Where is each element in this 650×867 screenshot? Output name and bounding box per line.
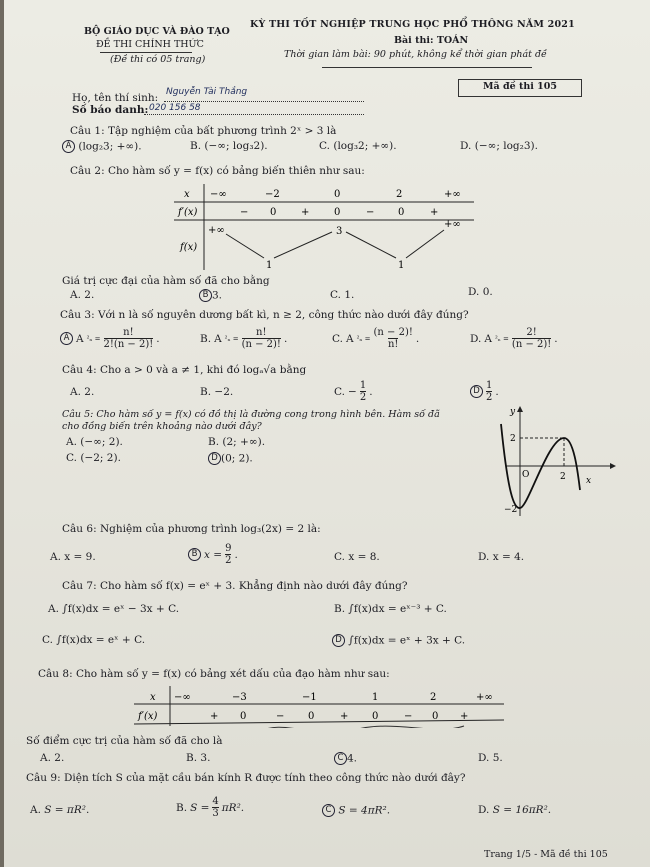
q9-option-b[interactable] [176,796,244,819]
q8-option-b[interactable] [186,752,210,764]
q2-x3: 2 [396,189,403,200]
q8-s6: − [404,711,413,722]
id-dots [144,114,364,116]
q8-a-label: A. [40,752,51,764]
duration: Thời gian làm bài: 90 phút, không kể thời gian phát đề [284,49,547,60]
q1-option-c[interactable] [319,140,397,152]
q2-f4: +∞ [444,219,461,230]
answer-mark-a: A [60,332,73,345]
q2-x1: −2 [265,189,280,200]
q3-option-c[interactable]: C. A ²ₙ = $\frac{(n - 2)!}{n!}$ . [332,327,420,350]
q2-f3: 1 [398,260,405,270]
q4-stem: Câu 4: Cho a > 0 và a ≠ 1, khi đó logₐ√a bằng [62,364,307,376]
q8-stem: Câu 8: Cho hàm số y = f(x) có bảng xét dấu của đạo hàm như sau: [38,668,390,680]
q8-x-label: x [150,692,156,703]
q8-s8: + [460,711,469,722]
q7-a-text: ∫f(x)dx = eˣ − 3x + C. [62,603,180,615]
q3-a-den: 2!(n − 2)! [103,339,154,350]
q6-option-c[interactable] [334,551,380,563]
q2-a-label: A. [70,289,81,301]
q8-x4: 2 [430,692,437,703]
q5-a-label: A. [66,436,77,448]
q5-y-label: y [510,407,516,417]
answer-mark-d: D [332,634,345,647]
q6-a-text: x = 9. [64,551,96,563]
q9-option-d[interactable] [478,804,551,816]
q3-c-den: n! [387,339,399,350]
q5-stem-1: Câu 5: Cho hàm số y = f(x) có đồ thị là đường cong trong hình bên. Hàm số đã [62,409,440,420]
pages-note: (Đề thi có 05 trang) [110,54,206,65]
q3-d-lhs: A [484,332,492,345]
answer-mark-d: D [470,385,483,398]
q4-option-d[interactable]: D $\frac{1}{2}$ . [470,380,499,403]
q9-b-den: 3 [212,808,219,819]
q7-stem: Câu 7: Cho hàm số f(x) = eˣ + 3. Khẳng định nào dưới đây đúng? [62,580,408,592]
q2-d-text: 0. [482,286,493,298]
q8-d-label: D. [478,752,490,764]
answer-mark-b: B [199,289,212,302]
official-label: ĐỀ THI CHÍNH THỨC [96,39,204,50]
q8-s2: − [276,711,285,722]
q1-b-label: B. [190,140,202,152]
q5-b-text: (2; +∞). [222,436,266,448]
q4-c-sign: − [348,385,357,398]
subject: Bài thi: TOÁN [394,35,469,46]
q2-option-b[interactable] [199,289,222,302]
q2-fp-label: f′(x) [178,207,198,218]
q4-d-num: 1 [486,380,493,391]
q8-sign-table [134,686,514,728]
id-value[interactable]: 020 156 58 [149,103,201,113]
q2-arrow-up-2 [406,230,444,258]
q3-c-lhs: A [346,332,354,345]
q9-b-num: 4 [212,796,219,807]
q4-c-label: C. [334,385,345,398]
q1-d-text: (−∞; log₂3). [474,140,538,152]
q8-s0: + [210,711,219,722]
q8-b-text: 3. [200,752,211,764]
q8-b-label: B. [186,752,198,764]
q2-option-a[interactable] [70,289,94,301]
q2-s1: 0 [270,207,277,218]
q5-tick-x2: 2 [560,472,566,482]
q7-b-text: ∫f(x)dx = eˣ⁻³ + C. [348,603,447,615]
q2-option-d[interactable] [468,286,493,298]
q8-d-text: 5. [492,752,503,764]
q7-option-a[interactable] [48,603,179,615]
answer-mark-c: C [334,752,347,765]
q3-c-num: (n − 2)! [373,327,413,338]
q5-x-arrow [610,463,616,469]
q8-option-a[interactable] [40,752,64,764]
q2-x2: 0 [334,189,341,200]
q2-a-text: 2. [84,289,95,301]
q3-d-num: 2! [526,327,537,338]
q5-d-text: (0; 2). [221,452,253,465]
q6-c-label: C. [334,551,345,563]
name-value[interactable]: Nguyễn Tài Thắng [166,87,248,97]
q7-option-b[interactable] [334,603,447,615]
q8-s3: 0 [308,711,315,722]
q6-c-text: x = 8. [348,551,380,563]
q8-pencil-mark [254,726,464,728]
answer-mark-b: B [188,548,201,561]
id-label: Số báo danh: [72,104,149,116]
q1-c-label: C. [319,140,330,152]
q7-a-label: A. [48,603,59,615]
q8-question: Số điểm cực trị của hàm số đã cho là [26,735,223,747]
q2-variation-table [174,184,474,270]
q9-stem: Câu 9: Diện tích S của mặt cầu bán kính R được tính theo công thức nào dưới đây? [26,772,466,784]
q3-b-lhs: A [214,332,222,345]
q1-stem: Câu 1: Tập nghiệm của bất phương trình 2ˣ > 3 là [70,125,337,137]
q3-a-num: n! [123,327,134,338]
q9-c-text: S = 4πR². [338,804,391,817]
q2-c-label: C. [330,289,341,301]
q8-option-d[interactable] [478,752,503,764]
q5-option-b[interactable] [208,436,265,448]
title-rule [322,67,532,68]
q2-arrow-up-1 [274,232,332,258]
exam-title: KỲ THI TỐT NGHIỆP TRUNG HỌC PHỔ THÔNG NĂM 2021 [250,19,575,30]
q3-option-b[interactable]: B. A ²ₙ = $\frac{n!}{(n - 2)!}$ . [200,327,288,350]
q5-c-label: C. [66,452,77,464]
q8-x2: −1 [302,692,317,703]
q2-d-label: D. [468,286,480,298]
q3-d-label: D. [470,332,482,345]
q7-d-text: ∫f(x)dx = eˣ + 3x + C. [348,634,466,647]
code-box [458,79,582,97]
q1-c-text: (log₃2; +∞). [333,140,397,152]
q3-c-label: C. [332,332,343,345]
q5-y-arrow [517,406,523,412]
q4-option-b[interactable] [200,386,233,398]
q5-option-d[interactable] [208,452,253,465]
q2-s5: 0 [398,207,405,218]
q2-stem: Câu 2: Cho hàm số y = f(x) có bảng biến thiên như sau: [70,165,365,177]
q2-s6: + [430,207,439,218]
q6-stem: Câu 6: Nghiệm của phương trình log₃(2x) = 2 là: [62,523,321,535]
page-footer: Trang 1/5 - Mã đề thi 105 [484,849,608,860]
q7-c-text: ∫f(x)dx = eˣ + C. [56,634,146,646]
q1-option-a[interactable] [62,140,142,153]
q7-option-c[interactable] [42,634,145,646]
q3-b-num: n! [256,327,267,338]
q4-b-label: B. [200,386,212,398]
q1-option-d[interactable] [460,140,538,152]
q8-x5: +∞ [476,692,493,703]
q8-a-text: 2. [54,752,65,764]
q1-d-label: D. [460,140,472,152]
q5-tick-y2: 2 [510,434,516,444]
name-label: Họ, tên thí sinh: [72,92,159,104]
q6-option-b[interactable]: B x = $\frac{9}{2}$ . [188,543,238,566]
q5-b-label: B. [208,436,220,448]
q7-b-label: B. [334,603,346,615]
q5-option-a[interactable] [66,436,123,448]
q8-option-c[interactable] [334,752,357,765]
q8-fp-label: f′(x) [138,711,158,722]
q8-x3: 1 [372,692,379,703]
q9-d-label: D. [478,804,490,816]
q2-s4: − [366,207,375,218]
q9-a-label: A. [30,804,41,816]
q6-b-num: 9 [225,543,232,554]
q9-a-text: S = πR². [44,804,90,816]
q9-option-a[interactable] [30,804,89,816]
q2-x0: −∞ [210,189,227,200]
q2-f2: 3 [336,226,343,237]
q3-b-den: (n − 2)! [241,339,281,350]
q4-d-den: 2 [486,392,493,403]
q8-x1: −3 [232,692,247,703]
q6-a-label: A. [50,551,61,563]
q2-arrow-down-1 [226,234,264,258]
q9-option-c[interactable] [322,804,390,817]
answer-mark-d: D [208,452,221,465]
q5-option-c[interactable] [66,452,121,464]
q8-s5: 0 [372,711,379,722]
q2-s0: − [240,207,249,218]
q4-option-c[interactable]: C. − $\frac{1}{2}$ . [334,380,373,403]
q4-a-label: A. [70,386,81,398]
q8-s4: + [340,711,349,722]
q7-c-label: C. [42,634,53,646]
q2-f1: 1 [266,260,273,270]
q5-graph [498,404,616,522]
q4-c-den: 2 [359,392,367,403]
q5-origin: O [522,470,530,480]
q6-option-a[interactable] [50,551,96,563]
q9-b-pre: S = [190,801,210,814]
q2-c-text: 1. [344,289,355,301]
q2-b-text: 3. [212,289,223,302]
q3-option-a[interactable]: A A ²ₙ = $\frac{n!}{2!(n - 2)!}$ . [60,327,160,350]
q8-s1: 0 [240,711,247,722]
q5-stem-2: cho đồng biến trên khoảng nào dưới đây? [62,421,262,432]
q9-b-label: B. [176,801,188,814]
q2-f-label: f(x) [180,242,198,253]
q8-x0: −∞ [174,692,191,703]
ministry-name: BỘ GIÁO DỤC VÀ ĐÀO TẠO [84,26,230,37]
q9-b-post: πR². [221,801,245,814]
q5-x-label: x [586,476,592,486]
q2-arrow-down-2 [346,232,396,258]
q2-f0: +∞ [208,225,225,236]
q3-a-lhs: A [76,332,84,345]
q2-x4: +∞ [444,189,461,200]
q4-c-num: 1 [359,380,367,391]
q5-tick-ym2: −2 [504,505,518,515]
code-label: Mã đề thi 105 [483,81,558,92]
q6-d-text: x = 4. [492,551,525,563]
q3-d-den: (n − 2)! [511,339,552,350]
header-rule [100,52,192,53]
q1-a-text: (log₂3; +∞). [78,140,142,153]
q3-b-label: B. [200,332,212,345]
exam-paper [4,0,650,867]
q2-s2: + [301,207,310,218]
q3-stem: Câu 3: Với n là số nguyên dương bất kì, n ≥ 2, công thức nào dưới đây đúng? [60,309,469,321]
q3-option-d[interactable]: D. A ²ₙ = $\frac{2!}{(n - 2)!}$ . [470,327,558,350]
q4-b-text: −2. [214,386,234,398]
answer-mark-a: A [62,140,75,153]
q5-c-text: (−2; 2). [80,452,121,464]
q2-s3: 0 [334,207,341,218]
q6-d-label: D. [478,551,490,563]
q8-c-text: 4. [347,752,358,765]
q6-option-d[interactable] [478,551,524,563]
q8-s7: 0 [432,711,439,722]
q7-option-d[interactable] [332,634,465,647]
q2-option-c[interactable] [330,289,354,301]
q6-b-den: 2 [225,555,232,566]
answer-mark-c: C [322,804,335,817]
q5-a-text: (−∞; 2). [80,436,123,448]
q4-a-text: 2. [84,386,95,398]
q9-d-text: S = 16πR². [492,804,552,816]
q2-x-label: x [184,189,190,200]
q2-question: Giá trị cực đại của hàm số đã cho bằng [62,275,270,287]
q4-option-a[interactable] [70,386,94,398]
q1-option-b[interactable] [190,140,268,152]
q1-b-text: (−∞; log₃2). [204,140,268,152]
